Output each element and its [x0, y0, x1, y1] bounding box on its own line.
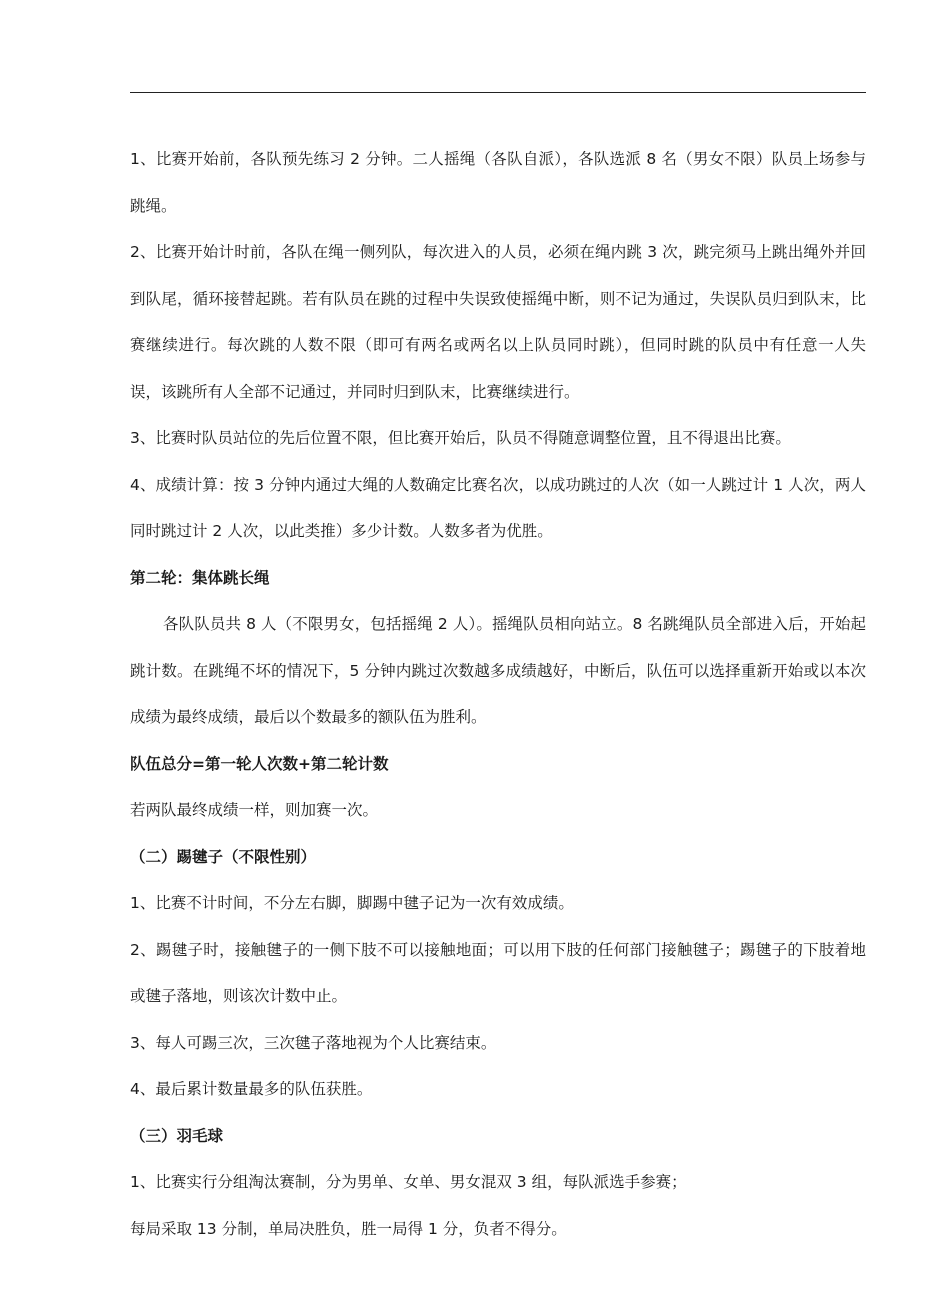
rule-paragraph-4: 4、成绩计算：按 3 分钟内通过大绳的人数确定比赛名次，以成功跳过的人次（如一人跳过计 1 人次，两人同时跳过计 2 人次，以此类推）多少计数。人数多者为优胜。: [130, 475, 866, 540]
total-score-heading: 队伍总分=第一轮人次数+第二轮计数: [130, 754, 389, 773]
round-two-description: 各队队员共 8 人（不限男女，包括摇绳 2 人）。摇绳队员相向站立。8 名跳绳队员全部进入后，开始起跳计数。在跳绳不坏的情况下，5 分钟内跳过次数越多成绩越好，中断后，队伍可以选择重新开始或以本次成绩为最终成绩，最后以个数最多的额队伍为胜利。: [130, 615, 866, 726]
rule-paragraph-2: 2、比赛开始计时前，各队在绳一侧列队，每次进入的人员，必须在绳内跳 3 次，跳完须马上跳出绳外并回到队尾，循环接替起跳。若有队员在跳的过程中失误致使摇绳中断，则不记为通过，失误队员归到队末，比赛继续进行。每次跳的人数不限（即可有两名或两名以上队员同时跳），但同时跳的队员中有任意一人失误，该跳所有人全部不记通过，并同时归到队末，比赛继续进行。: [130, 243, 866, 401]
tiebreak-note: 若两队最终成绩一样，则加赛一次。: [130, 801, 379, 819]
section-heading-badminton: （三）羽毛球: [130, 1126, 224, 1145]
rule-paragraph-1: 1、比赛开始前，各队预先练习 2 分钟。二人摇绳（各队自派），各队选派 8 名（男女不限）队员上场参与跳绳。: [130, 150, 866, 215]
shuttlecock-rule-1: 1、比赛不计时间，不分左右脚，脚踢中毽子记为一次有效成绩。: [130, 894, 574, 912]
shuttlecock-rule-2: 2、踢毽子时，接触毽子的一侧下肢不可以接触地面；可以用下肢的任何部门接触毽子；踢毽子的下肢着地或毽子落地，则该次计数中止。: [130, 940, 866, 1005]
shuttlecock-rule-3: 3、每人可踢三次，三次毽子落地视为个人比赛结束。: [130, 1033, 497, 1052]
rule-paragraph-3: 3、比赛时队员站位的先后位置不限，但比赛开始后，队员不得随意调整位置，且不得退出比赛。: [130, 429, 791, 447]
badminton-rule-1: 1、比赛实行分组淘汰赛制，分为男单、女单、男女混双 3 组，每队派选手参赛；: [130, 1173, 687, 1191]
shuttlecock-rule-4: 4、最后累计数量最多的队伍获胜。: [130, 1080, 373, 1098]
header-rule: [130, 92, 866, 93]
section-heading-shuttlecock: （二）踢毽子（不限性别）: [130, 847, 317, 866]
badminton-scoring: 每局采取 13 分制，单局决胜负，胜一局得 1 分，负者不得分。: [130, 1219, 567, 1238]
document-body: [130, 136, 866, 1252]
section-heading-round-two: 第二轮：集体跳长绳: [130, 568, 270, 587]
